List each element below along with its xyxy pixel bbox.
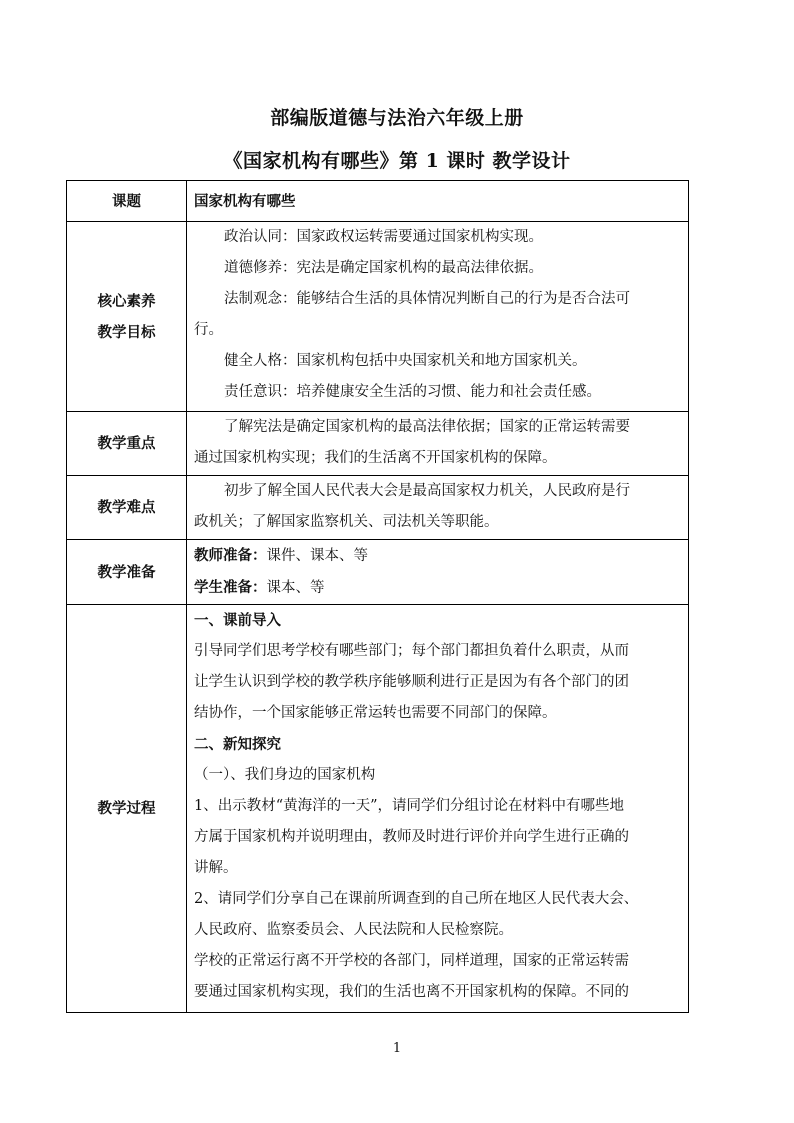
process-subtitle: （一）、我们身边的国家机构 [194, 767, 376, 783]
topic-label: 课题 [67, 181, 187, 222]
process-line: 人民政府、监察委员会、人民法院和人民检察院。 [194, 922, 513, 938]
topic-cell [187, 181, 689, 222]
row-preparation [67, 540, 689, 605]
goals-label-line2: 教学目标 [97, 323, 156, 341]
goal-line: 法制观念：能够结合生活的具体情况判断自己的行为是否合法可 [224, 291, 630, 307]
lesson-plan-table [66, 180, 689, 1013]
difficulty-line: 初步了解全国人民代表大会是最高国家权力机关，人民政府是行 [224, 483, 630, 499]
process-line: 学校的正常运行离不开学校的各部门，同样道理，国家的正常运转需 [194, 953, 629, 969]
student-preparation-value: 课本、等 [266, 580, 325, 596]
process-line: 1、出示教材“黄海洋的一天”，请同学们分组讨论在材料中有哪些地 [194, 798, 625, 814]
document-subtitle: 《国家机构有哪些》第 1 课时 教学设计 [223, 150, 571, 172]
student-preparation [194, 572, 682, 604]
row-process [67, 605, 689, 1013]
process-section-title: 二、新知探究 [194, 736, 281, 753]
row-key-points [67, 412, 689, 476]
topic-value: 国家机构有哪些 [194, 192, 296, 210]
goal-line: 政治认同：国家政权运转需要通过国家机构实现。 [224, 229, 543, 245]
key-points-label: 教学重点 [67, 412, 187, 476]
process-line: 要通过国家机构实现，我们的生活也离不开国家机构的保障。不同的 [194, 984, 629, 1000]
process-line: 引导同学们思考学校有哪些部门；每个部门都担负着什么职责，从而 [194, 643, 629, 659]
goal-line: 道德修养：宪法是确定国家机构的最高法律依据。 [224, 260, 543, 276]
goal-line: 健全人格：国家机构包括中央国家机关和地方国家机关。 [224, 353, 587, 369]
process-line: 讲解。 [194, 860, 238, 876]
goals-label-line1: 核心素养 [97, 292, 156, 310]
process-section-title: 一、课前导入 [194, 612, 281, 629]
student-preparation-label: 学生准备： [194, 579, 267, 596]
difficulty-line: 政机关；了解国家监察机关、司法机关等职能。 [194, 514, 499, 530]
goal-line: 行。 [194, 322, 223, 338]
goals-cell [187, 222, 689, 412]
key-point-line: 通过国家机构实现；我们的生活离不开国家机构的保障。 [194, 450, 557, 466]
teacher-preparation-label: 教师准备： [194, 547, 267, 564]
process-line: 方属于国家机构并说明理由，教师及时进行评价并向学生进行正确的 [194, 829, 629, 845]
process-label: 教学过程 [67, 605, 187, 1013]
process-line: 让学生认识到学校的教学秩序能够顺利进行正是因为有各个部门的团 [194, 674, 629, 690]
row-difficulties [67, 476, 689, 540]
row-topic [67, 181, 689, 222]
preparation-cell [187, 540, 689, 605]
key-points-cell [187, 412, 689, 476]
process-cell [187, 605, 689, 1013]
document-title: 部编版道德与法治六年级上册 [270, 107, 524, 129]
process-line: 结协作，一个国家能够正常运转也需要不同部门的保障。 [194, 705, 557, 721]
row-goals [67, 222, 689, 412]
goal-line: 责任意识：培养健康安全生活的习惯、能力和社会责任感。 [224, 384, 601, 400]
difficulties-cell [187, 476, 689, 540]
teacher-preparation-value: 课件、课本、等 [266, 548, 368, 564]
key-point-line: 了解宪法是确定国家机构的最高法律依据；国家的正常运转需要 [224, 419, 630, 435]
difficulties-label: 教学难点 [67, 476, 187, 540]
page-number: 1 [392, 1041, 402, 1056]
teacher-preparation [194, 540, 682, 572]
process-line: 2、请同学们分享自己在课前所调查到的自己所在地区人民代表大会、 [194, 891, 639, 907]
goals-label [67, 222, 187, 412]
preparation-label: 教学准备 [67, 540, 187, 605]
